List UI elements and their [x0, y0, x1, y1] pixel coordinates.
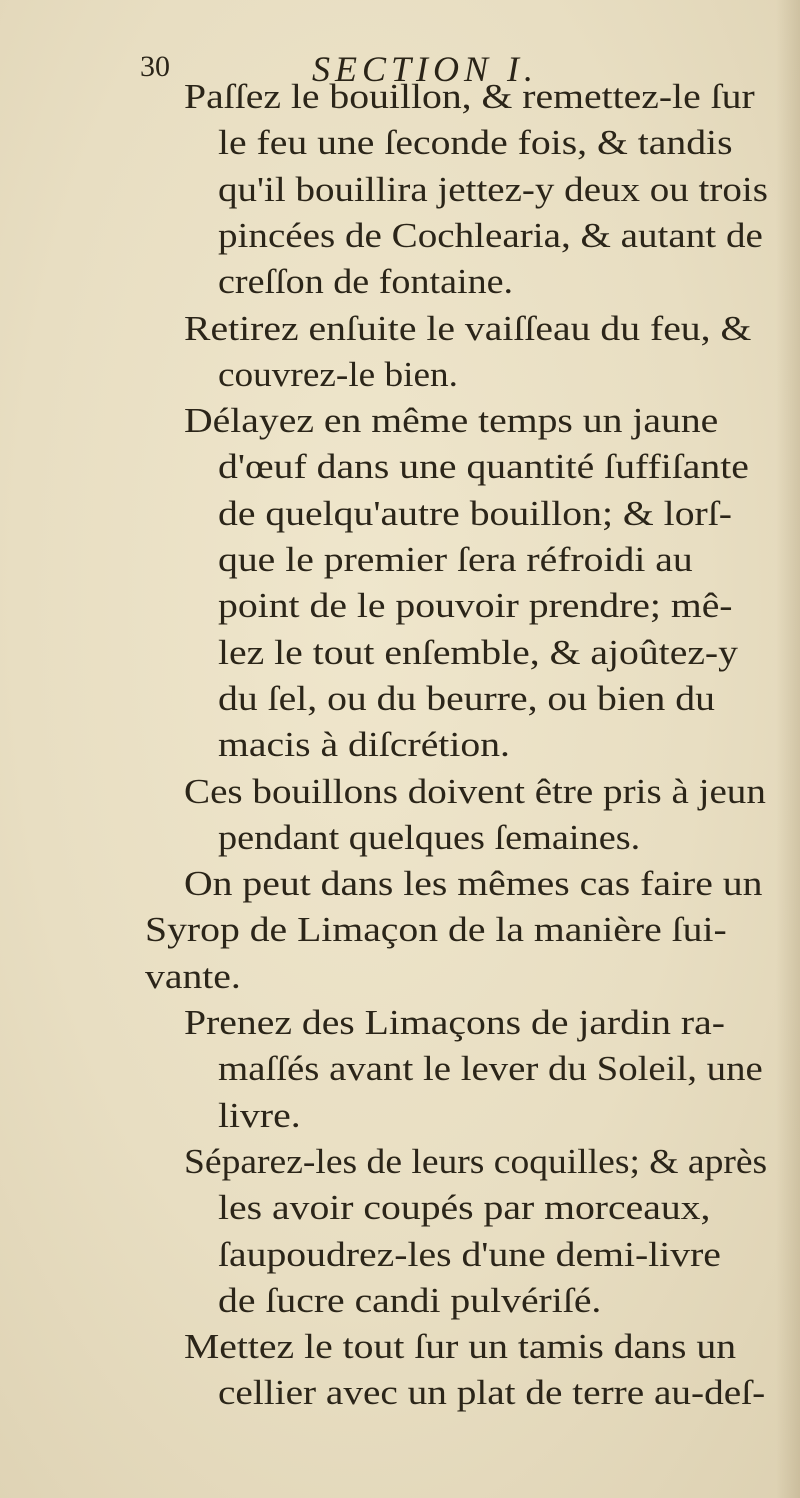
page-number: 30	[140, 50, 170, 83]
text-line: lez le tout enſemble, & ajoûtez-y	[218, 633, 738, 672]
text-line: pendant quelques ſemaines.	[218, 818, 641, 857]
text-line: Syrop de Limaçon de la manière ſui-	[145, 911, 727, 950]
text-line: pincées de Cochlearia, & autant de	[218, 216, 763, 255]
text-line: de ſucre candi pulvériſé.	[218, 1281, 602, 1320]
text-line: Prenez des Limaçons de jardin ra-	[184, 1004, 725, 1042]
text-line: Mettez le tout ſur un tamis dans un	[184, 1328, 737, 1367]
text-line: qu'il bouillira jettez-y deux ou trois	[218, 170, 768, 209]
text-line: couvrez-le bien.	[218, 355, 458, 394]
text-line: Séparez-les de leurs coquilles; & après	[184, 1142, 768, 1181]
text-line: le feu une ſeconde fois, & tandis	[218, 124, 733, 163]
text-line: les avoir coupés par morceaux,	[218, 1189, 711, 1228]
text-line: Délayez en même temps un jaune	[184, 402, 719, 441]
text-line: point de le pouvoir prendre; mê-	[218, 587, 733, 626]
text-line: creſſon de fontaine.	[218, 263, 514, 302]
text-line: livre.	[218, 1096, 301, 1135]
text-line: vante.	[145, 957, 241, 996]
text-line: de quelqu'autre bouillon; & lorſ-	[218, 494, 732, 533]
body-text	[0, 80, 800, 1460]
text-line: Retirez enſuite le vaiſſeau du feu, &	[184, 309, 752, 348]
text-line: du ſel, ou du beurre, ou bien du	[218, 679, 715, 718]
text-line: On peut dans les mêmes cas faire un	[184, 865, 763, 904]
text-line: macis à diſcrétion.	[218, 726, 510, 765]
text-line: maſſés avant le lever du Soleil, une	[218, 1050, 763, 1089]
text-line: ſaupoudrez-les d'une demi-livre	[218, 1235, 721, 1274]
text-line: Paſſez le bouillon, & remettez-le ſur	[184, 78, 755, 116]
text-line: cellier avec un plat de terre au-deſ-	[218, 1374, 766, 1413]
text-line: que le premier ſera réfroidi au	[218, 541, 693, 579]
running-head: SECTION I.	[312, 49, 539, 89]
text-line: Ces bouillons doivent être pris à jeun	[184, 772, 766, 811]
text-line: d'œuf dans une quantité ſuffiſante	[218, 448, 749, 487]
